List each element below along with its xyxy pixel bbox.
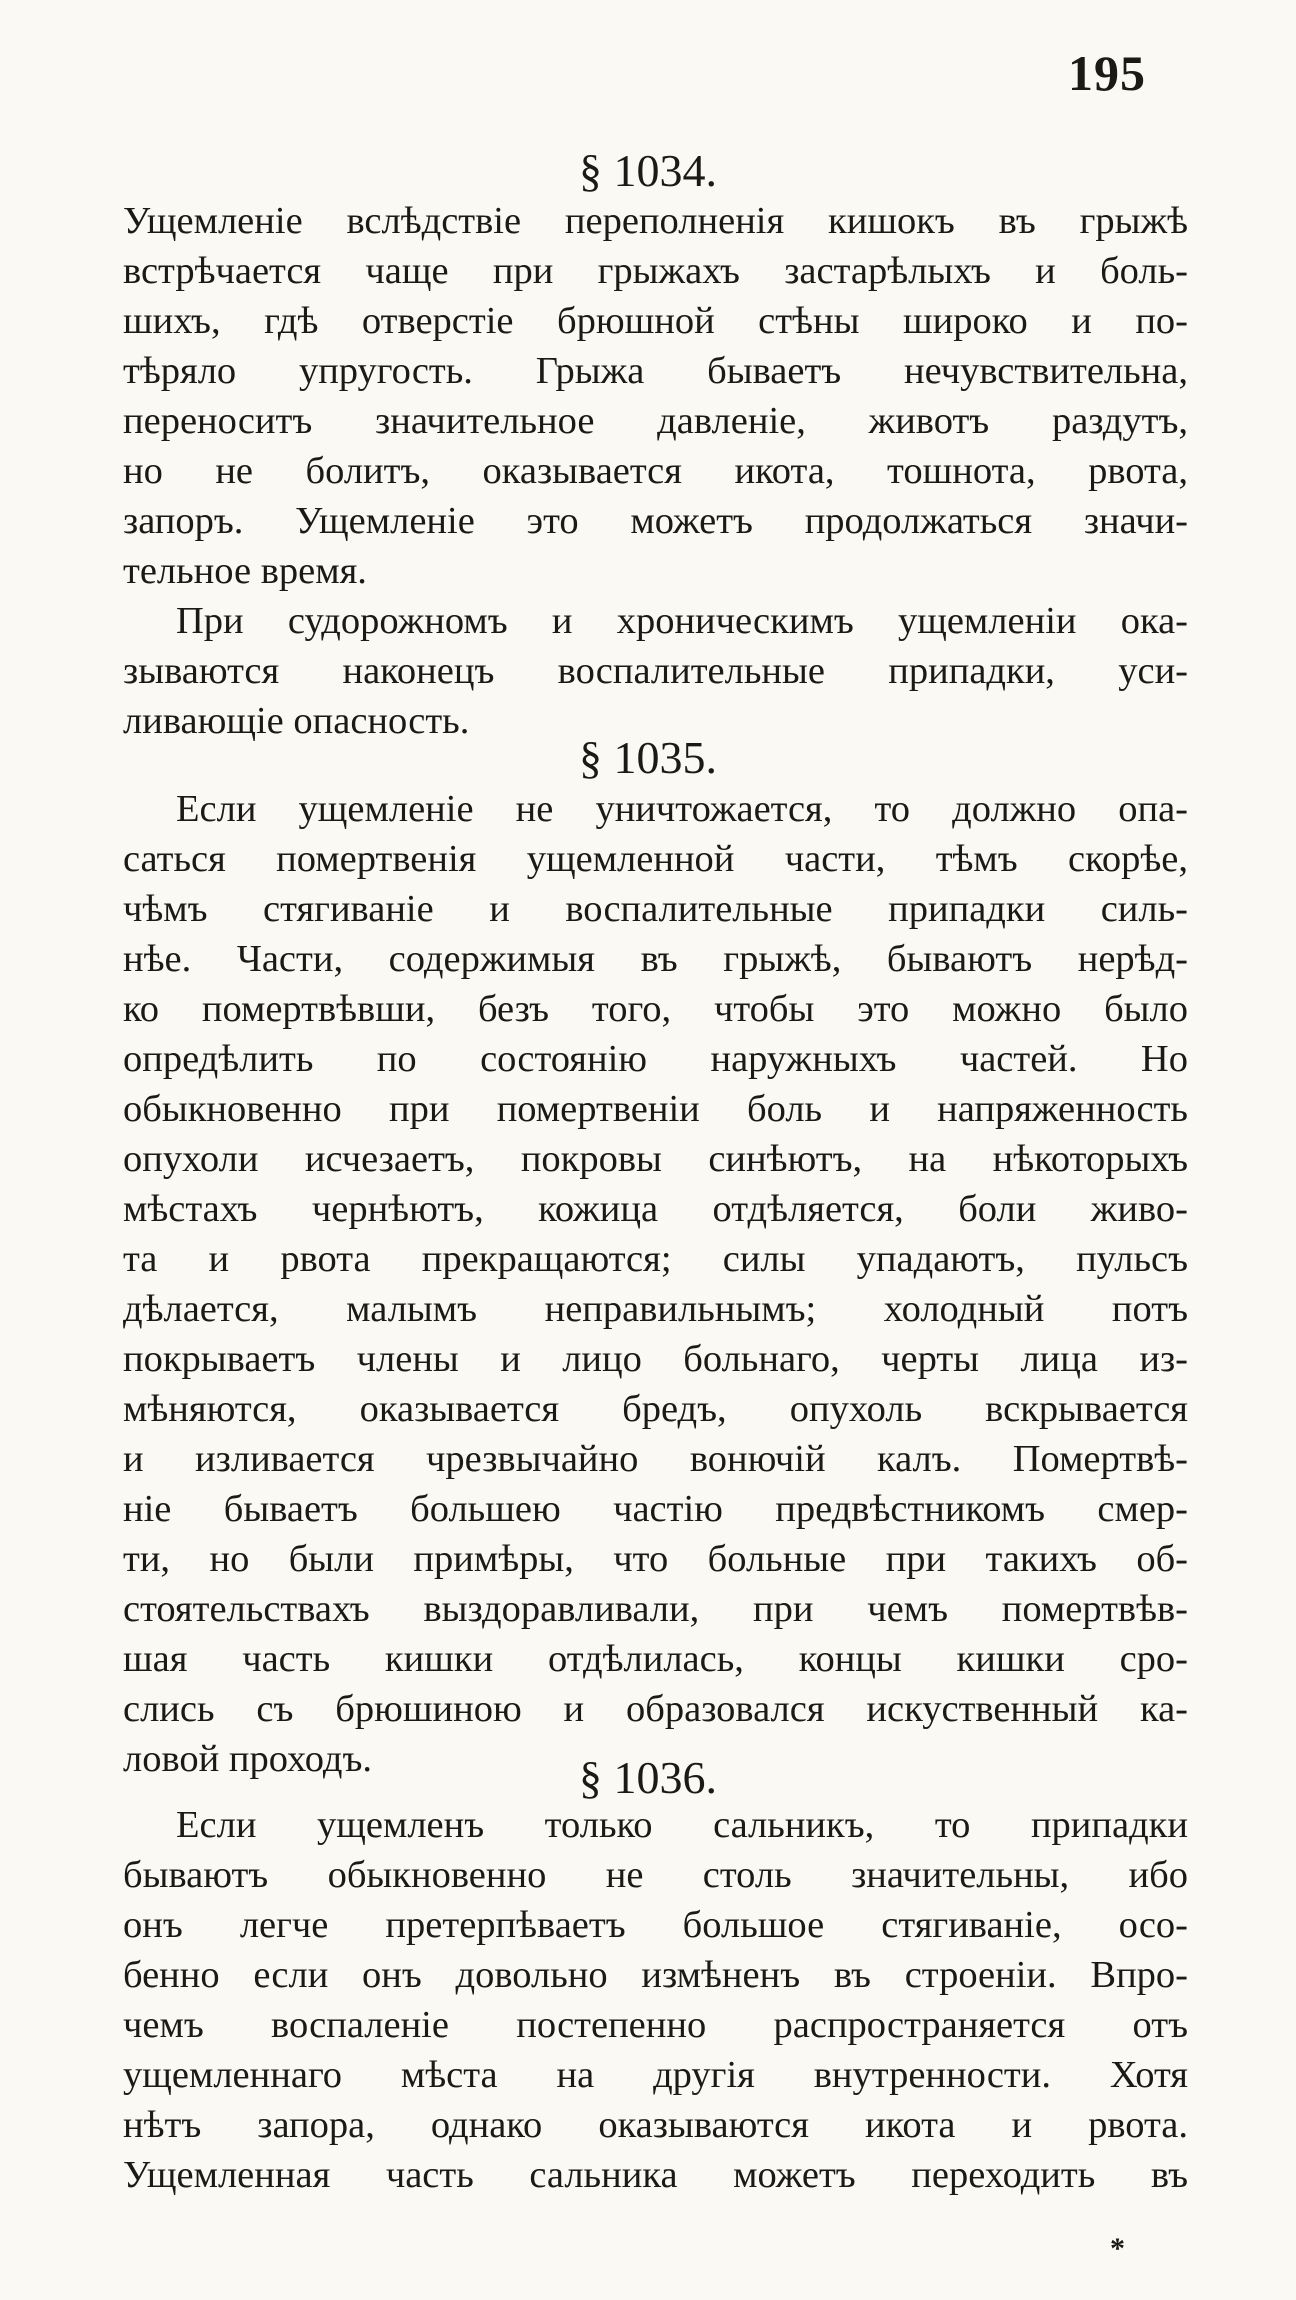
page-number: 195 bbox=[1068, 45, 1146, 101]
text-line: тельное время. bbox=[123, 550, 367, 592]
text-line: тѣряло упругость. Грыжа бываетъ нечувствительна, bbox=[123, 350, 1188, 392]
text-line: ти, но были примѣры, что больные при такихъ об- bbox=[123, 1538, 1188, 1580]
text-line: онъ легче претерпѣваетъ большое стягиваніе, осо- bbox=[123, 1904, 1188, 1946]
text-line: нѣтъ запора, однако оказываются икота и рвота. bbox=[123, 2104, 1188, 2146]
section-heading-1036: § 1036. bbox=[579, 1752, 717, 1803]
text-line: При судорожномъ и хроническимъ ущемленіи ока- bbox=[176, 600, 1188, 642]
text-line: опредѣлить по состоянію наружныхъ частей. Но bbox=[123, 1038, 1188, 1080]
text-line: шихъ, гдѣ отверстіе брюшной стѣны широко и по- bbox=[123, 300, 1188, 342]
text-line: Если ущемленіе не уничтожается, то должно опа- bbox=[176, 788, 1188, 830]
text-line: Ущемленная часть сальника можетъ переходить въ bbox=[123, 2154, 1188, 2196]
text-line: ко помертвѣвши, безъ того, чтобы это можно было bbox=[123, 988, 1188, 1030]
text-line: мѣняются, оказывается бредъ, опухоль вскрывается bbox=[123, 1388, 1188, 1430]
text-line: зываются наконецъ воспалительные припадки, уси- bbox=[123, 650, 1188, 692]
text-line: слись съ брюшиною и образовался искуственный ка- bbox=[123, 1688, 1188, 1730]
section-heading-1035: § 1035. bbox=[579, 732, 717, 783]
section-heading-1034: § 1034. bbox=[579, 145, 717, 196]
text-line: ніе бываетъ большею частію предвѣстникомъ смер- bbox=[123, 1488, 1188, 1530]
text-line: мѣстахъ чернѣютъ, кожица отдѣляется, боли живо- bbox=[123, 1188, 1188, 1230]
text-line: Ущемленіе вслѣдствіе переполненія кишокъ въ грыжѣ bbox=[123, 200, 1188, 242]
text-line: и изливается чрезвычайно вонючій калъ. Помертвѣ- bbox=[123, 1438, 1188, 1480]
text-line: встрѣчается чаще при грыжахъ застарѣлыхъ и боль- bbox=[123, 250, 1188, 292]
text-line: опухоли исчезаетъ, покровы синѣютъ, на нѣкоторыхъ bbox=[123, 1138, 1188, 1180]
text-line: но не болитъ, оказывается икота, тошнота, рвота, bbox=[123, 450, 1188, 492]
text-line: запоръ. Ущемленіе это можетъ продолжаться значи- bbox=[123, 500, 1188, 542]
text-line: переноситъ значительное давленіе, животъ раздутъ, bbox=[123, 400, 1188, 442]
text-line: дѣлается, малымъ неправильнымъ; холодный потъ bbox=[123, 1288, 1188, 1330]
text-line: чемъ воспаленіе постепенно распространяется отъ bbox=[123, 2004, 1188, 2046]
text-line: покрываетъ члены и лицо больнаго, черты лица из- bbox=[123, 1338, 1188, 1380]
text-line: чѣмъ стягиваніе и воспалительные припадки силь- bbox=[123, 888, 1188, 930]
text-line: ущемленнаго мѣста на другія внутренности. Хотя bbox=[123, 2054, 1188, 2096]
text-line: бенно если онъ довольно измѣненъ въ строеніи. Впро- bbox=[123, 1954, 1188, 1996]
text-line: шая часть кишки отдѣлилась, концы кишки сро- bbox=[123, 1638, 1188, 1680]
text-line: та и рвота прекращаются; силы упадаютъ, пульсъ bbox=[123, 1238, 1188, 1280]
text-line: ливающіе опасность. bbox=[123, 700, 470, 742]
text-line: саться помертвенія ущемленной части, тѣмъ скорѣе, bbox=[123, 838, 1188, 880]
footer-mark: * bbox=[1110, 2232, 1125, 2265]
text-line: бываютъ обыкновенно не столь значительны, ибо bbox=[123, 1854, 1188, 1896]
text-line: стоятельствахъ выздоравливали, при чемъ помертвѣв- bbox=[123, 1588, 1188, 1630]
text-line: обыкновенно при помертвеніи боль и напряженность bbox=[123, 1088, 1188, 1130]
text-line: Если ущемленъ только сальникъ, то припадки bbox=[176, 1804, 1188, 1846]
text-line: нѣе. Части, содержимыя въ грыжѣ, бываютъ нерѣд- bbox=[123, 938, 1188, 980]
text-line: ловой проходъ. bbox=[123, 1738, 373, 1780]
